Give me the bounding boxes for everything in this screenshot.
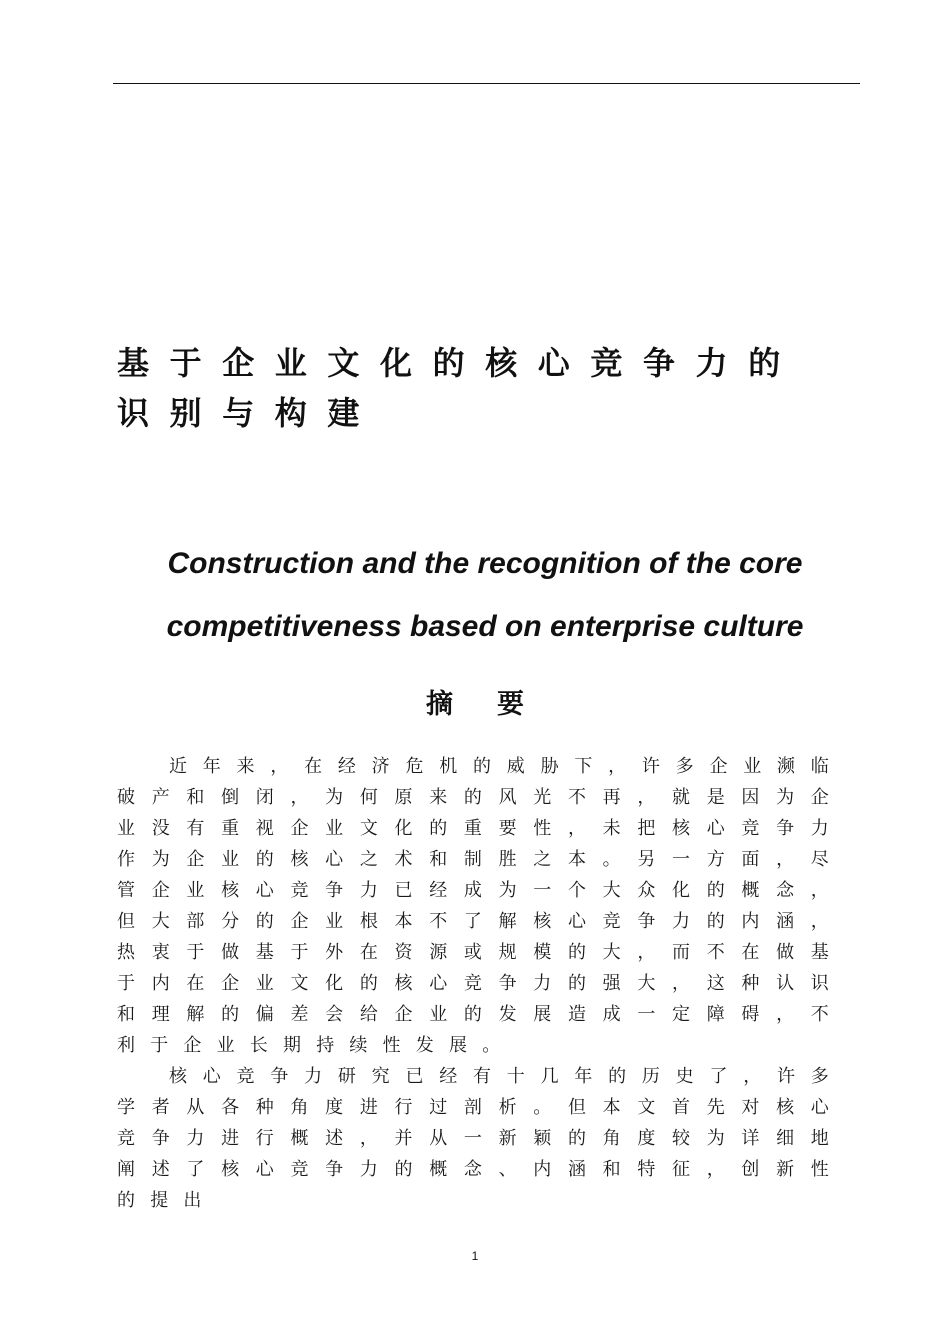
abstract-body	[117, 751, 844, 1216]
chinese-title: 基于企业文化的核心竞争力的识别与构建	[117, 344, 801, 432]
abstract-paragraph: 近年来，在经济危机的威胁下，许多企业濒临破产和倒闭，为何原来的风光不再，就是因为企业没有重视企业文化的重要性，未把核心竞争力作为企业的核心之术和制胜之本。另一方面，尽管企业核心竞争力已经成为一个大众化的概念，但大部分的企业根本不了解核心竞争力的内涵，热衷于做基于外在资源或规模的大，而不在做基于内在企业文化的核心竞争力的强大，这种认识和理解的偏差会给企业的发展造成一定障碍，不利于企业长期持续性发展。	[117, 756, 844, 1056]
abstract-paragraph: 核心竞争力研究已经有十几年的历史了，许多学者从各种角度进行过剖析。但本文首先对核心竞争力进行概述，并从一新颖的角度较为详细地阐述了核心竞争力的概念、内涵和特征，创新性的提出	[117, 1066, 844, 1211]
page-number: 1	[471, 1249, 479, 1263]
abstract-heading	[0, 685, 950, 725]
english-title: Construction and the recognition of the core competitiveness based on enterprise culture	[166, 547, 804, 643]
header-rule	[113, 83, 860, 84]
abstract-heading-char: 摘	[426, 689, 453, 720]
abstract-heading-char: 要	[497, 689, 524, 720]
